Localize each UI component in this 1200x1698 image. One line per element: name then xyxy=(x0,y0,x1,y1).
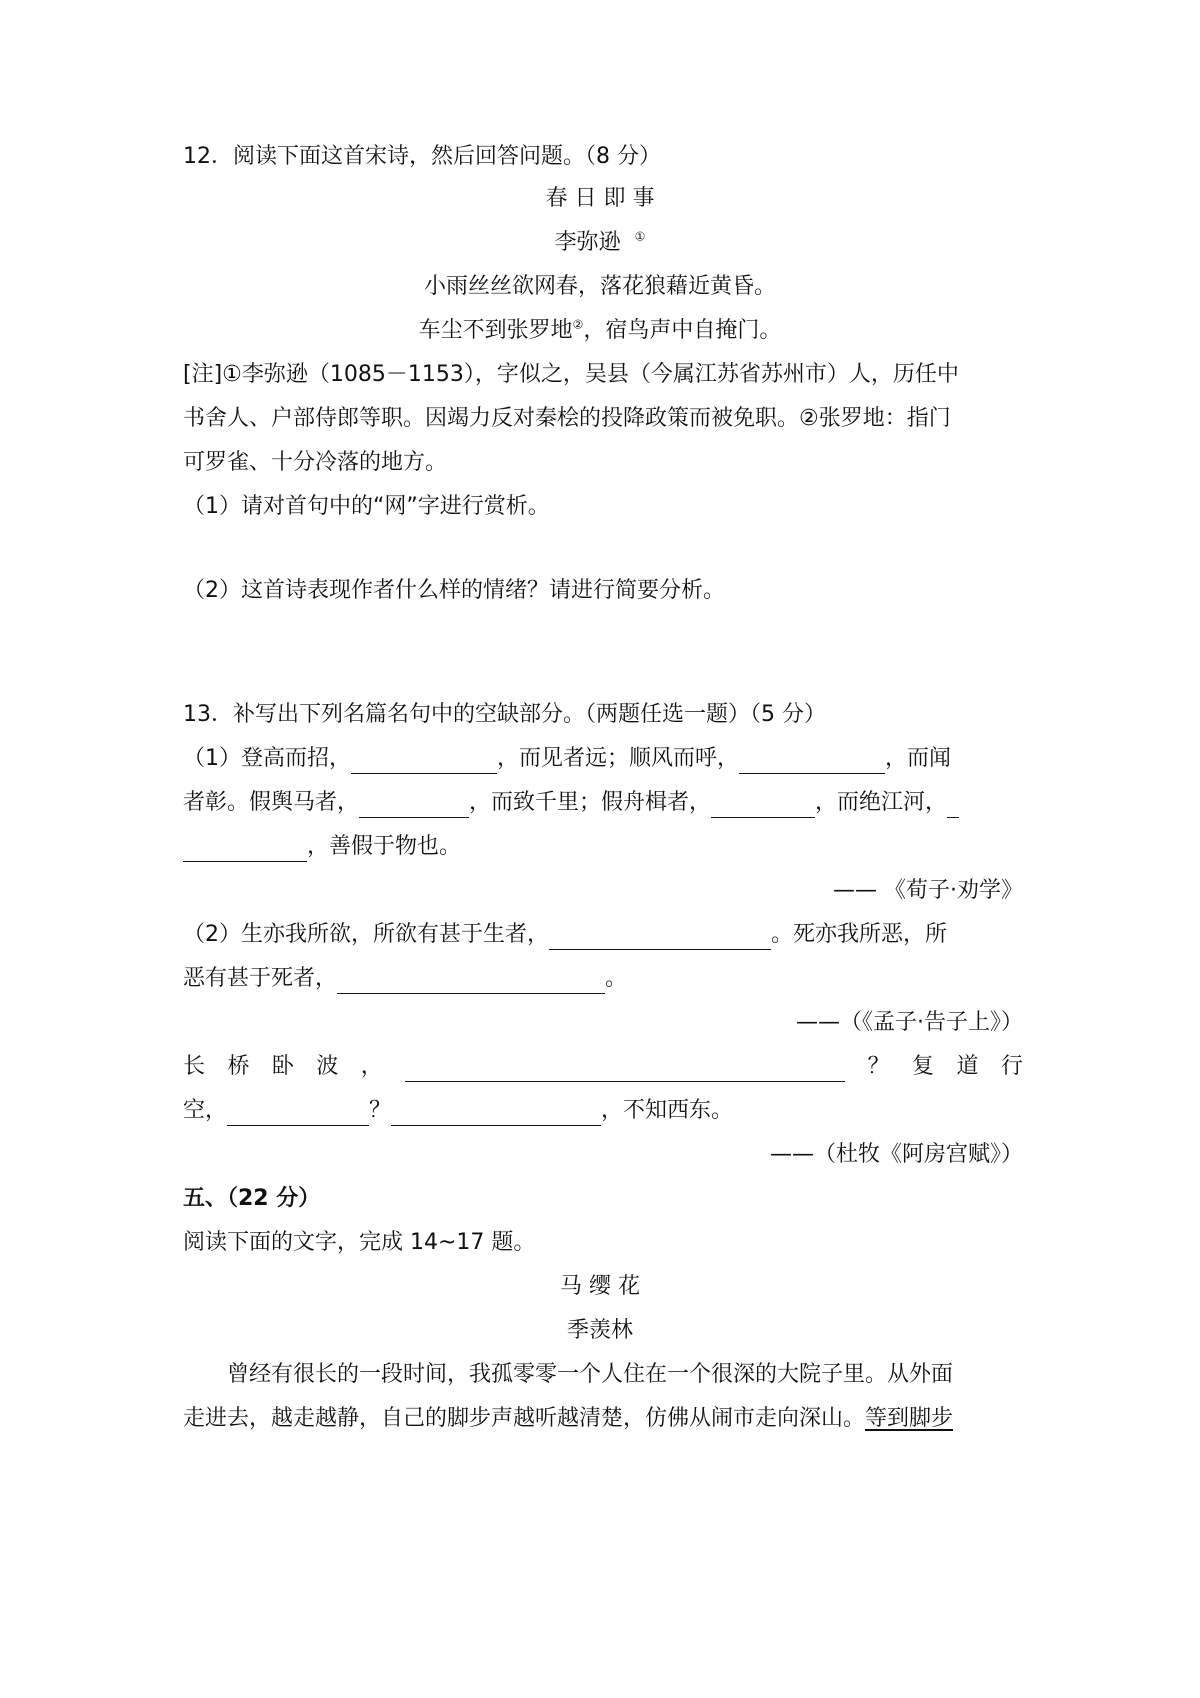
poem-author xyxy=(0,228,1200,258)
q13-line-3 xyxy=(183,832,461,862)
blank-10[interactable] xyxy=(391,1101,601,1126)
q13-line-4-b: 。死亦我所恶，所 xyxy=(771,922,948,947)
q13-line-5-a: 恶有甚于死者， xyxy=(183,966,338,991)
q12-sub2: （2）这首诗表现作者什么样的情绪？请进行简要分析。 xyxy=(183,578,725,603)
note-line-1: [注]①李弥逊（1085－1153），字似之，吴县（今属江苏省苏州市）人，历任中 xyxy=(183,362,959,387)
blank-5[interactable] xyxy=(183,837,307,862)
blank-7[interactable] xyxy=(337,969,605,994)
q13-line-1-a: （1）登高而招， xyxy=(183,746,351,771)
blank-2[interactable] xyxy=(739,749,885,774)
note-line-2: 书舍人、户部侍郎等职。因竭力反对秦桧的投降政策而被免职。②张罗地：指门 xyxy=(183,406,951,431)
q13-line-2-a: 者彰。假舆马者， xyxy=(183,790,360,815)
blank-9[interactable] xyxy=(227,1101,369,1126)
q13-line-3-a: ，善假于物也。 xyxy=(307,834,462,859)
poem-line-2-b: ，宿鸟声中自掩门。 xyxy=(583,318,782,343)
blank-8[interactable] xyxy=(405,1057,845,1082)
char: 桥 xyxy=(227,1054,250,1079)
q13-line-5 xyxy=(183,964,627,994)
q13-line-7-b: ？ xyxy=(369,1098,392,1123)
blank-4[interactable] xyxy=(711,793,815,818)
poem-author-name: 李弥逊 xyxy=(554,230,621,255)
section-5-heading: 五、（22 分） xyxy=(183,1186,321,1211)
section-5-intro: 阅读下面的文字，完成 14~17 题。 xyxy=(183,1230,536,1255)
poem-title: 春 日 即 事 xyxy=(545,186,655,211)
poem-line-1: 小雨丝丝欲网春，落花狼藉近黄昏。 xyxy=(423,274,776,299)
q12-heading: 12．阅读下面这首宋诗，然后回答问题。（8 分） xyxy=(183,144,661,169)
q13-line-7-c: ，不知西东。 xyxy=(601,1098,734,1123)
q13-line-4-a: （2）生亦我所欲，所欲有甚于生者， xyxy=(183,922,549,947)
q13-line-6 xyxy=(183,1052,1023,1082)
q13-line-1-b: ，而见者远；顺风而呼， xyxy=(497,746,740,771)
essay-author: 季羡林 xyxy=(566,1318,633,1343)
q13-line-2 xyxy=(183,788,959,818)
author-note-mark: ① xyxy=(634,229,646,244)
char: 长 xyxy=(183,1054,206,1079)
char: ？ xyxy=(867,1054,890,1079)
essay-line-2 xyxy=(183,1404,953,1434)
poem-line-2 xyxy=(0,316,1200,346)
source-xunzi: —— 《荀子·劝学》 xyxy=(833,878,1023,903)
char: 复 xyxy=(912,1054,935,1079)
q13-line-4 xyxy=(183,920,947,950)
q13-line-5-b: 。 xyxy=(605,966,628,991)
blank-3[interactable] xyxy=(359,793,469,818)
q13-line-1-c: ，而闻 xyxy=(885,746,952,771)
blank-1[interactable] xyxy=(351,749,497,774)
q13-heading: 13．补写出下列名篇名句中的空缺部分。（两题任选一题）（5 分） xyxy=(183,702,826,727)
q13-line-2-c: ，而绝江河， xyxy=(815,790,948,815)
char: 行 xyxy=(1000,1054,1023,1079)
q13-line-1 xyxy=(183,744,951,774)
poem-line-2-a: 车尘不到张罗地 xyxy=(418,318,573,343)
q13-line-2-b: ，而致千里；假舟楫者， xyxy=(469,790,712,815)
char: 卧 xyxy=(271,1054,294,1079)
blank-6[interactable] xyxy=(549,925,771,950)
char: 道 xyxy=(956,1054,979,1079)
underlined-phrase: 等到脚步 xyxy=(865,1406,954,1431)
char: 波 xyxy=(316,1054,339,1079)
q13-line-7-a: 空， xyxy=(183,1098,228,1123)
line2-note-mark: ② xyxy=(572,317,584,332)
essay-title: 马 缨 花 xyxy=(560,1274,640,1299)
source-mengzi: ——（《孟子·告子上》） xyxy=(796,1010,1023,1035)
q13-line-7 xyxy=(183,1096,733,1126)
q12-sub1: （1）请对首句中的“网”字进行赏析。 xyxy=(183,494,550,519)
essay-line-2-a: 走进去，越走越静，自己的脚步声越听越清楚，仿佛从闹市走向深山。 xyxy=(183,1406,866,1431)
essay-line-1: 曾经有很长的一段时间，我孤零零一个人住在一个很深的大院子里。从外面 xyxy=(227,1362,954,1387)
note-line-3: 可罗雀、十分冷落的地方。 xyxy=(183,450,448,475)
blank-5-start[interactable] xyxy=(947,793,959,818)
char: ， xyxy=(360,1054,383,1079)
source-dumu: ——（杜牧《阿房宫赋》） xyxy=(769,1142,1023,1167)
